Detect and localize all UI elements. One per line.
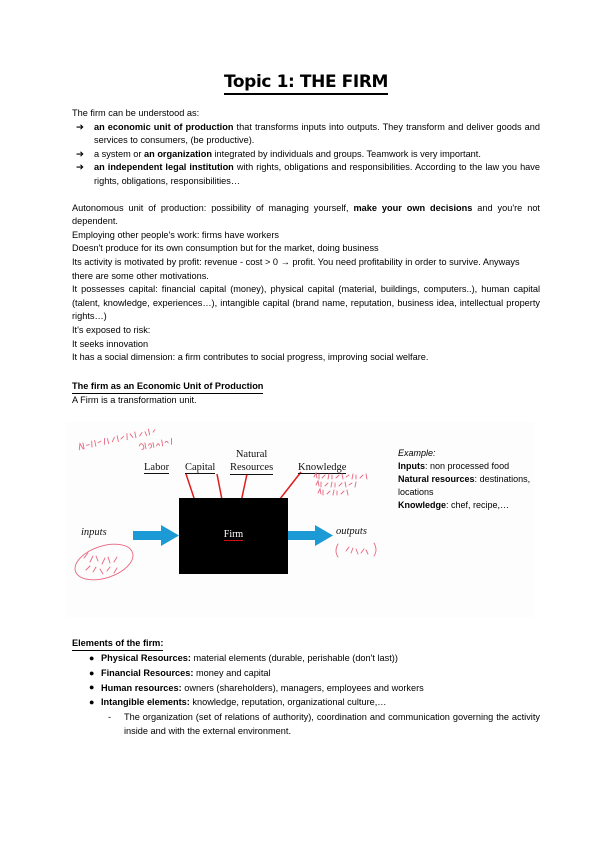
example-item-2-sep: :	[446, 499, 452, 510]
elements-item-2-bold: Human resources:	[101, 682, 182, 693]
characteristic-rest-0: and you're not dependent.	[72, 202, 540, 227]
definition-bold-0: an economic unit of production	[94, 121, 234, 132]
definition-item-1	[72, 148, 540, 162]
intro-line: The firm can be understood as:	[72, 108, 200, 118]
label-natural-resources-line1: Natural	[235, 448, 268, 460]
section-three-heading-wrap	[72, 635, 540, 652]
elements-sub-item	[72, 710, 540, 739]
elements-item-3	[72, 695, 540, 710]
output-flow-arrow-icon	[288, 525, 333, 546]
diagram-canvas	[66, 422, 406, 617]
input-flow-arrow-icon	[133, 525, 179, 546]
elements-item-1-bold: Financial Resources:	[101, 668, 194, 679]
example-item-2-bold: Knowledge	[398, 499, 447, 510]
section-two-heading-wrap	[72, 378, 540, 395]
label-natural-resources-line2: Resources	[230, 461, 274, 473]
example-item-0-sep: :	[425, 460, 431, 471]
elements-sub-list	[72, 710, 540, 739]
example-item-2	[398, 499, 534, 512]
definition-bold-1: an organization	[144, 148, 212, 159]
elements-item-1-rest: money and capital	[193, 668, 271, 679]
firm-transformation-diagram	[66, 422, 534, 617]
definition-bold-2: an independent legal institution	[94, 162, 234, 173]
example-item-0-text: non processed food	[430, 460, 510, 471]
elements-item-2-rest: owners (shareholders), managers, employees and workers	[181, 682, 424, 693]
label-outputs: outputs	[336, 525, 367, 537]
bullet-dot-icon: ●	[89, 652, 95, 663]
characteristic-6: It seeks innovation	[72, 338, 149, 349]
page-title-text: Topic 1: THE FIRM	[224, 72, 388, 95]
bullet-dot-icon: ●	[89, 667, 95, 678]
elements-sub-item-text: The organization (set of relations of authority), coordination and communication governing the activity inside and with the external environment.	[124, 711, 540, 737]
label-natural-resources	[230, 448, 273, 475]
definition-list	[72, 121, 540, 189]
example-item-1-text: destinations, locations	[398, 473, 531, 497]
elements-item-3-rest: knowledge, reputation, organizational culture,…	[189, 697, 387, 708]
characteristic-bold-0: make your own decisions	[353, 202, 473, 213]
bullet-dot-icon: ●	[89, 682, 95, 693]
firm-box-label	[179, 529, 288, 540]
bullet-dot-icon: ●	[89, 696, 95, 707]
bullet-dash-icon: -	[108, 711, 111, 722]
definition-item-2	[72, 161, 540, 188]
section-two-heading: The firm as an Economic Unit of Production	[72, 380, 263, 395]
characteristic-1: Employing other people's work: firms have workers	[72, 229, 280, 240]
elements-list	[72, 651, 540, 709]
elements-item-1	[72, 666, 540, 681]
arrow-bullet-icon: ➔	[76, 162, 84, 174]
example-item-1-sep: :	[474, 473, 480, 484]
example-item-1	[398, 473, 534, 499]
definition-rest-1: integrated by individuals and groups. Teamwork is very important.	[211, 148, 481, 159]
section-two-subtitle: A Firm is a transformation unit.	[72, 395, 197, 406]
label-inputs: inputs	[81, 526, 107, 538]
elements-item-0-bold: Physical Resources:	[101, 653, 191, 664]
example-item-0	[398, 460, 534, 473]
definition-rest-2: with rights, obligations and responsibilities. According to the law you have rights, obligations, responsibilities…	[94, 162, 540, 186]
elements-item-0-rest: material elements (durable, perishable (don't last))	[190, 653, 398, 664]
section-three-heading: Elements of the firm:	[72, 637, 163, 652]
elements-item-0	[72, 651, 540, 666]
firm-box-label-text: Firm	[223, 528, 244, 540]
arrow-bullet-icon: ➔	[76, 121, 84, 133]
example-item-0-bold: Inputs	[398, 460, 425, 471]
characteristic-3: Its activity is motivated by profit: revenue - cost > 0 → profit. You need profitability in order to survive. Anyways there are some other motivations.	[72, 256, 520, 281]
example-block	[398, 447, 534, 512]
example-item-2-text: chef, recipe,…	[451, 499, 510, 510]
characteristic-7: It has a social dimension: a firm contributes to social progress, improving social welfare.	[72, 352, 429, 363]
label-labor: Labor	[144, 461, 170, 473]
arrow-bullet-icon: ➔	[76, 148, 84, 160]
elements-item-3-bold: Intangible elements:	[101, 697, 190, 708]
example-title: Example:	[398, 447, 436, 458]
characteristic-2: Doesn't produce for its own consumption but for the market, doing business	[72, 243, 379, 254]
characteristic-5: It's exposed to risk:	[72, 324, 151, 335]
page-title	[72, 72, 540, 93]
example-item-1-bold: Natural resources	[398, 473, 475, 484]
characteristic-0	[72, 202, 540, 229]
label-capital: Capital	[185, 461, 216, 473]
characteristic-4: It possesses capital: financial capital (money), physical capital (material, buildings, computers..), human capital (talent, knowledge, experiences…), intangible capital (brand name, reputation, business idea, intellectual property rights…)	[72, 284, 540, 322]
definition-lead-1: a system or	[94, 148, 145, 159]
characteristic-lead-0: Autonomous unit of production: possibility of managing yourself,	[72, 202, 354, 213]
definition-rest-0: that transforms inputs into outputs. They transform and deliver goods and services to consumers, (be productive).	[94, 121, 540, 146]
label-knowledge: Knowledge	[298, 461, 347, 473]
firm-box	[179, 498, 288, 574]
elements-item-2	[72, 681, 540, 696]
definition-item-0	[72, 121, 540, 148]
